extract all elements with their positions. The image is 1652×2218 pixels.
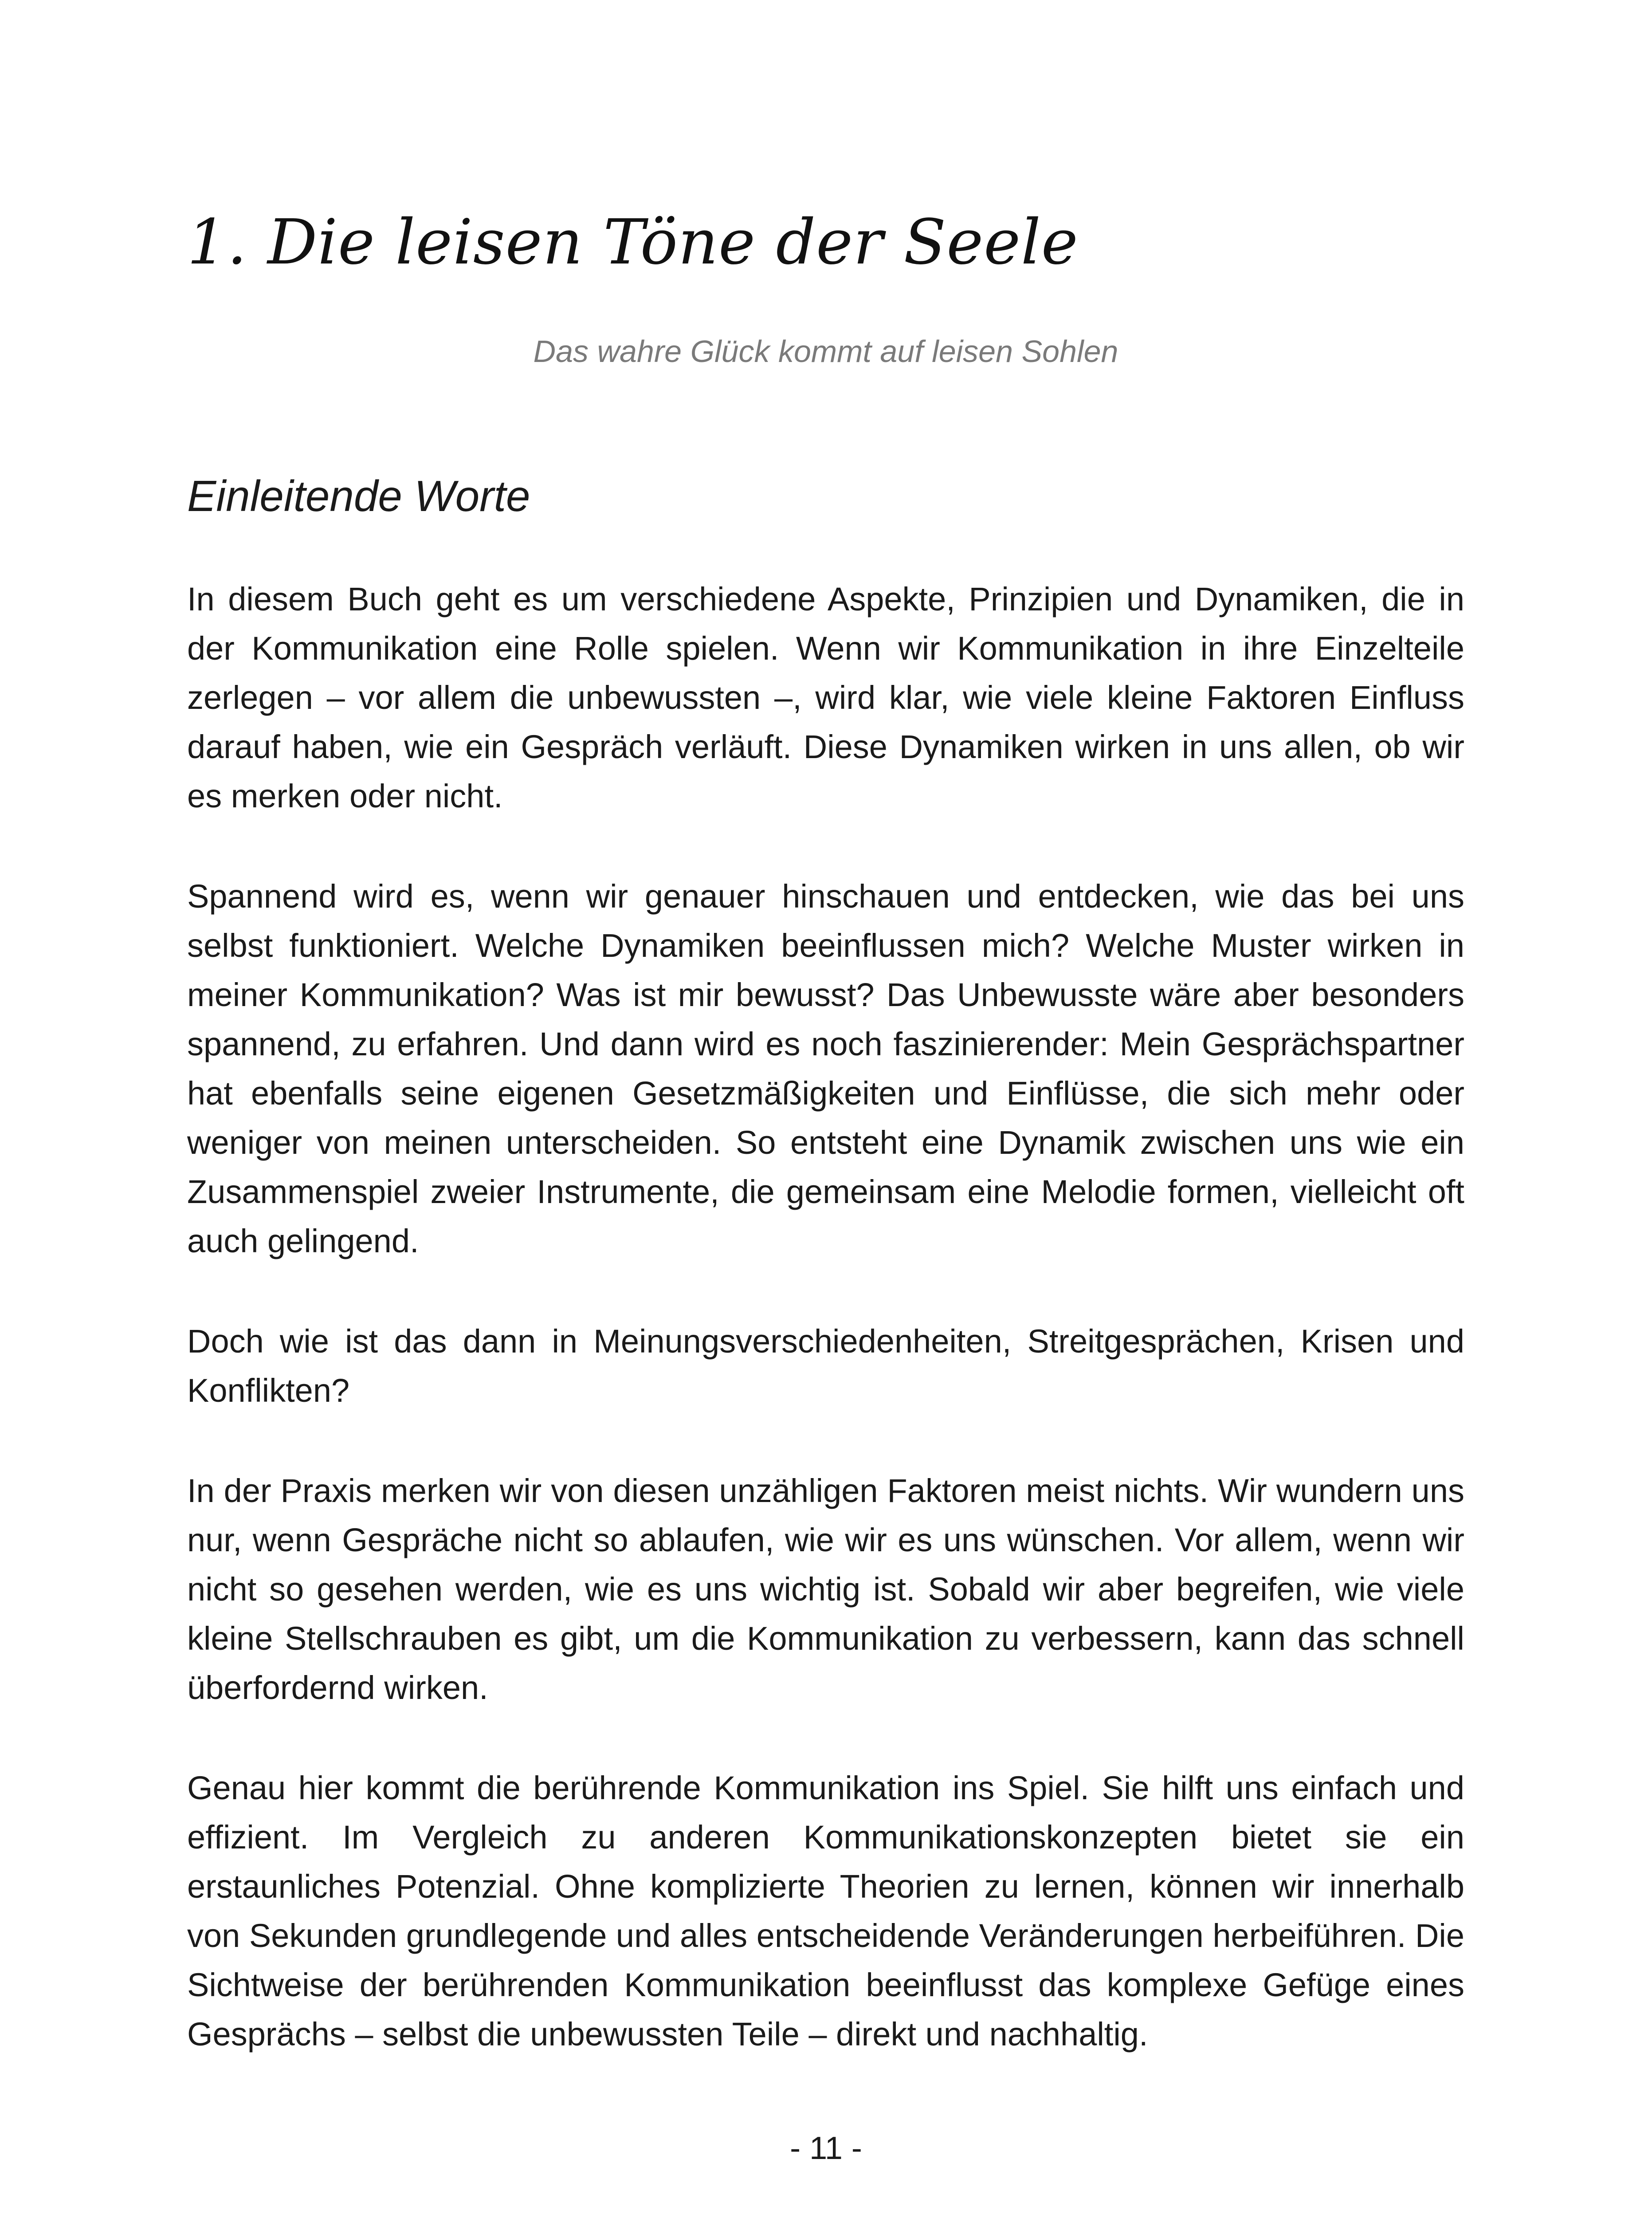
chapter-epigraph: Das wahre Glück kommt auf leisen Sohlen — [533, 334, 1118, 369]
page-number: - 11 - — [790, 2131, 862, 2166]
body-text — [187, 574, 1464, 2110]
chapter-title: 1. Die leisen Töne der Seele — [187, 206, 1079, 279]
paragraph: Spannend wird es, wenn wir genauer hinschauen und entdecken, wie das bei uns selbst funktioniert. Welche Dynamiken beeinflussen mich? Welche Muster wirken in meiner Kommunikation? Was ist mir bewusst? Das Unbewusste wäre aber besonders spannend, zu erfahren. Und dann wird es noch faszinierender: Mein Gesprächspartner hat ebenfalls seine eigenen Gesetzmäßigkeiten und Einflüsse, die sich mehr oder weniger von meinen unterscheiden. So entsteht eine Dynamik zwischen uns wie ein Zusammenspiel zweier Instrumente, die gemeinsam eine Melodie formen, vielleicht oft auch gelingend. — [187, 878, 1464, 1259]
paragraph: Doch wie ist das dann in Meinungsverschiedenheiten, Streitgesprächen, Krisen und Konflikten? — [187, 1323, 1464, 1409]
section-heading: Einleitende Worte — [187, 472, 530, 520]
paragraph: In diesem Buch geht es um verschiedene Aspekte, Prinzipien und Dynamiken, die in der Kommunikation eine Rolle spielen. Wenn wir Kommunikation in ihre Einzelteile zerlegen – vor allem die unbewussten –, wird klar, wie viele kleine Faktoren Einfluss darauf haben, wie ein Gespräch verläuft. Diese Dynamiken wirken in uns allen, ob wir es merken oder nicht. — [187, 581, 1464, 814]
paragraph: In der Praxis merken wir von diesen unzähligen Faktoren meist nichts. Wir wundern uns nur, wenn Gespräche nicht so ablaufen, wie wir es uns wünschen. Vor allem, wenn wir nicht so gesehen werden, wie es uns wichtig ist. Sobald wir aber begreifen, wie viele kleine Stellschrauben es gibt, um die Kommunikation zu verbessern, kann das schnell überfordernd wirken. — [187, 1472, 1464, 1706]
paragraph: Genau hier kommt die berührende Kommunikation ins Spiel. Sie hilft uns einfach und effizient. Im Vergleich zu anderen Kommunikationskonzepten bietet sie ein erstaunliches Potenzial. Ohne komplizierte Theorien zu lernen, können wir innerhalb von Sekunden grundlegende und alles entscheidende Veränderungen herbeiführen. Die Sichtweise der berührenden Kommunikation beeinflusst das komplexe Gefüge eines Gesprächs – selbst die unbewussten Teile – direkt und nachhaltig. — [187, 1770, 1465, 2053]
